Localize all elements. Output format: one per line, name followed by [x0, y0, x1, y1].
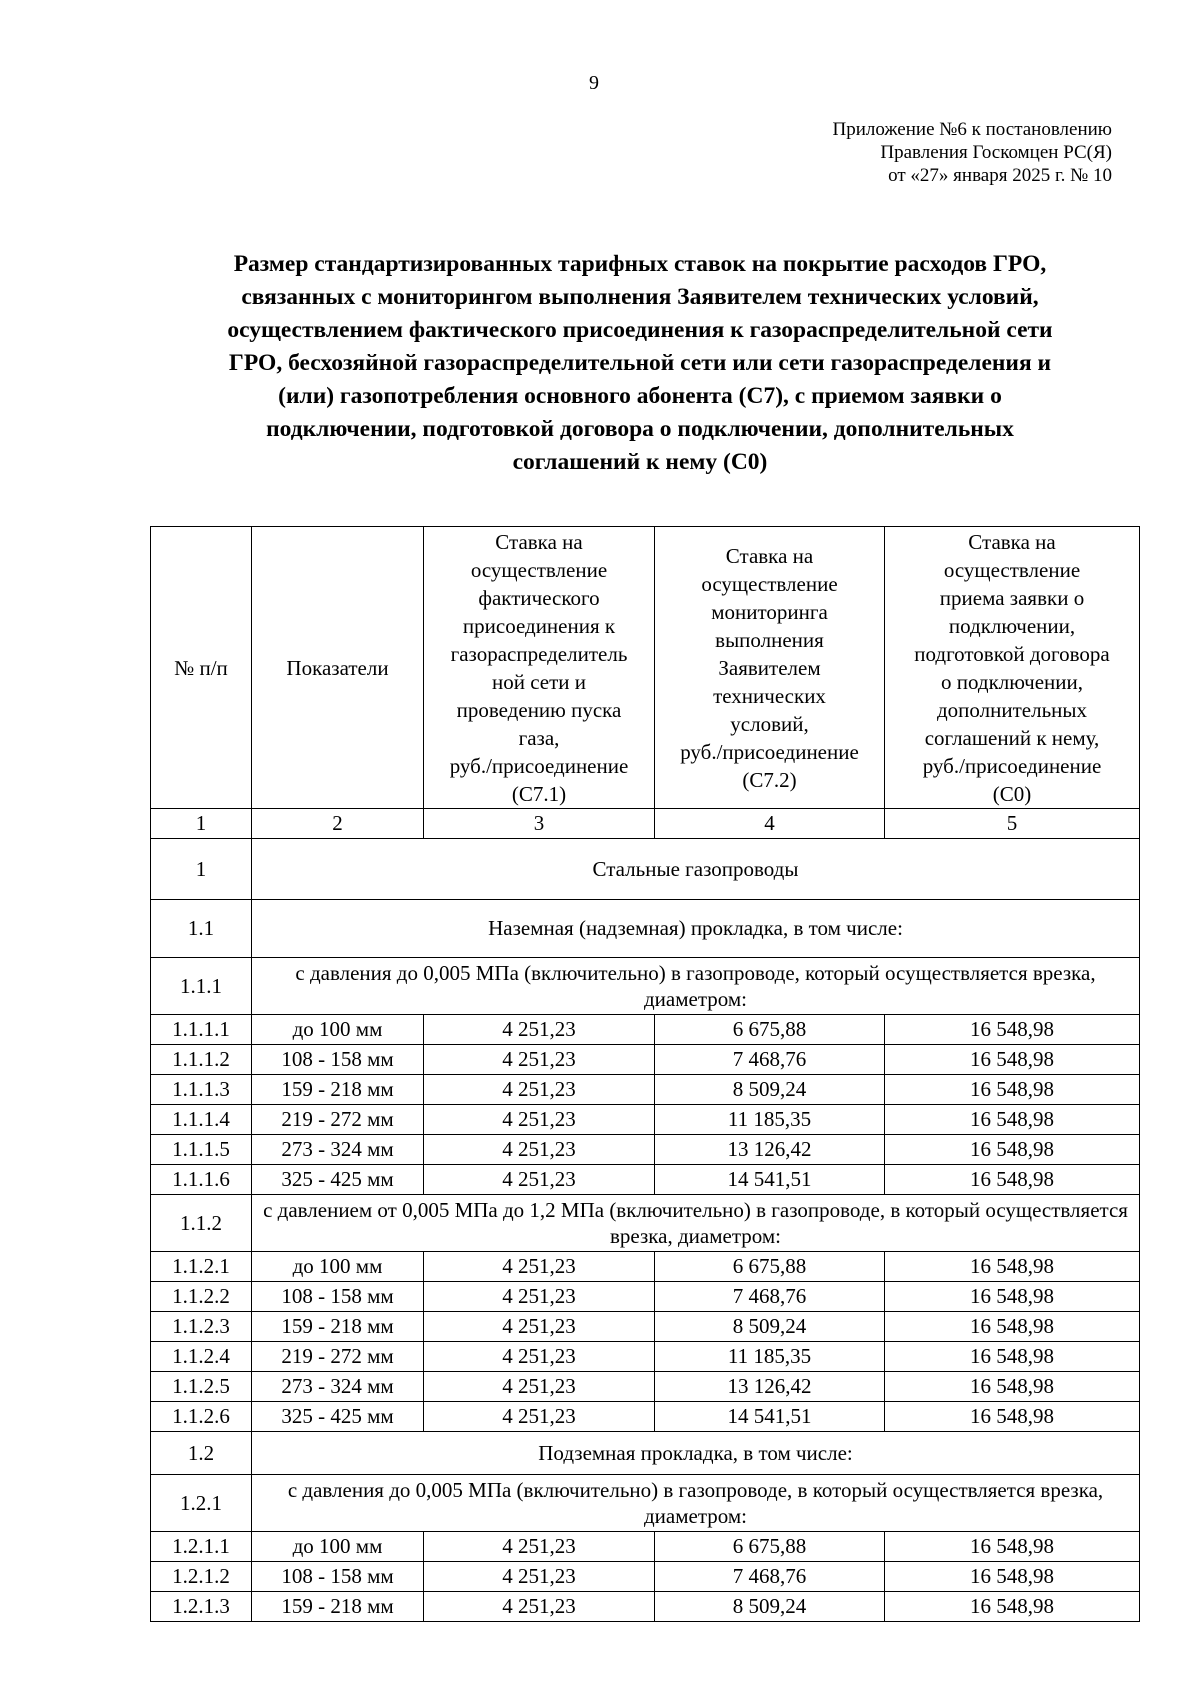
header-number: № п/п	[151, 527, 252, 809]
table-row	[151, 1282, 1140, 1312]
row-rate-c72: 13 126,42	[655, 1372, 885, 1402]
row-diameter: 108 - 158 мм	[252, 1282, 424, 1312]
row-rate-c0: 16 548,98	[885, 1015, 1140, 1045]
row-rate-c71: 4 251,23	[424, 1015, 655, 1045]
header-rate-c71: Ставка на осуществление фактического присоединения к газораспределитель ной сети и проведению пуска газа, руб./присоединение (С7.1)	[424, 527, 655, 809]
appendix-line: Приложение №6 к постановлению	[832, 119, 1112, 140]
rows-group-112	[151, 1252, 1140, 1432]
row-rate-c71: 4 251,23	[424, 1402, 655, 1432]
row-number: 1.1.2.3	[151, 1312, 252, 1342]
row-rate-c0: 16 548,98	[885, 1075, 1140, 1105]
rows-group-121	[151, 1532, 1140, 1622]
row-rate-c72: 13 126,42	[655, 1135, 885, 1165]
row-rate-c71: 4 251,23	[424, 1312, 655, 1342]
row-diameter: 108 - 158 мм	[252, 1562, 424, 1592]
section-number: 1.2.1	[151, 1475, 252, 1532]
row-rate-c72: 6 675,88	[655, 1015, 885, 1045]
row-rate-c71: 4 251,23	[424, 1372, 655, 1402]
row-rate-c72: 8 509,24	[655, 1075, 885, 1105]
row-rate-c0: 16 548,98	[885, 1342, 1140, 1372]
rows-group-111	[151, 1015, 1140, 1195]
column-number: 4	[655, 809, 885, 839]
row-rate-c0: 16 548,98	[885, 1402, 1140, 1432]
row-rate-c71: 4 251,23	[424, 1532, 655, 1562]
table-row	[151, 1592, 1140, 1622]
section-number: 1	[151, 839, 252, 900]
table-row	[151, 1532, 1140, 1562]
row-number: 1.1.2.6	[151, 1402, 252, 1432]
column-number: 2	[252, 809, 424, 839]
row-diameter: 108 - 158 мм	[252, 1045, 424, 1075]
row-diameter: 159 - 218 мм	[252, 1075, 424, 1105]
row-number: 1.1.1.3	[151, 1075, 252, 1105]
section-label: с давлением от 0,005 МПа до 1,2 МПа (включительно) в газопроводе, в который осуществляется врезка, диаметром:	[252, 1195, 1140, 1252]
table-row	[151, 1372, 1140, 1402]
document-title	[160, 248, 1120, 479]
row-diameter: 159 - 218 мм	[252, 1312, 424, 1342]
row-diameter: 273 - 324 мм	[252, 1372, 424, 1402]
row-rate-c71: 4 251,23	[424, 1342, 655, 1372]
row-rate-c72: 8 509,24	[655, 1592, 885, 1622]
row-rate-c0: 16 548,98	[885, 1532, 1140, 1562]
row-rate-c72: 7 468,76	[655, 1045, 885, 1075]
row-rate-c0: 16 548,98	[885, 1165, 1140, 1195]
title-line: Размер стандартизированных тарифных ставок на покрытие расходов ГРО,	[233, 251, 1047, 277]
table-row	[151, 1075, 1140, 1105]
column-number: 5	[885, 809, 1140, 839]
row-number: 1.1.2.2	[151, 1282, 252, 1312]
section-row	[151, 1195, 1140, 1252]
row-diameter: 219 - 272 мм	[252, 1105, 424, 1135]
section-row	[151, 900, 1140, 958]
row-rate-c0: 16 548,98	[885, 1252, 1140, 1282]
title-line: связанных с мониторингом выполнения Заявителем технических условий,	[241, 284, 1039, 310]
header-rate-c72: Ставка на осуществление мониторинга выполнения Заявителем технических условий, руб./присоединение (С7.2)	[655, 527, 885, 809]
row-number: 1.1.1.4	[151, 1105, 252, 1135]
row-diameter: 159 - 218 мм	[252, 1592, 424, 1622]
table-row	[151, 1562, 1140, 1592]
section-label: Стальные газопроводы	[252, 839, 1140, 900]
row-rate-c71: 4 251,23	[424, 1075, 655, 1105]
row-rate-c71: 4 251,23	[424, 1282, 655, 1312]
section-row	[151, 1475, 1140, 1532]
page-number: 9	[589, 72, 599, 94]
appendix-line: от «27» января 2025 г. № 10	[888, 165, 1112, 186]
table-row	[151, 1252, 1140, 1282]
row-rate-c0: 16 548,98	[885, 1312, 1140, 1342]
row-number: 1.1.1.6	[151, 1165, 252, 1195]
section-row	[151, 1432, 1140, 1475]
section-number: 1.2	[151, 1432, 252, 1475]
row-rate-c72: 14 541,51	[655, 1402, 885, 1432]
header-rate-c0: Ставка на осуществление приема заявки о подключении, подготовкой договора о подключении, дополнительных соглашений к нему, руб./присоединение (С0)	[885, 527, 1140, 809]
row-rate-c71: 4 251,23	[424, 1592, 655, 1622]
table-row	[151, 1105, 1140, 1135]
section-label: Подземная прокладка, в том числе:	[252, 1432, 1140, 1475]
row-rate-c0: 16 548,98	[885, 1105, 1140, 1135]
section-row	[151, 839, 1140, 900]
row-rate-c72: 7 468,76	[655, 1562, 885, 1592]
row-rate-c0: 16 548,98	[885, 1135, 1140, 1165]
row-rate-c71: 4 251,23	[424, 1045, 655, 1075]
row-number: 1.2.1.1	[151, 1532, 252, 1562]
section-label: Наземная (надземная) прокладка, в том числе:	[252, 900, 1140, 958]
row-rate-c0: 16 548,98	[885, 1372, 1140, 1402]
column-number: 3	[424, 809, 655, 839]
row-rate-c71: 4 251,23	[424, 1105, 655, 1135]
row-number: 1.1.1.2	[151, 1045, 252, 1075]
row-diameter: до 100 мм	[252, 1252, 424, 1282]
row-rate-c72: 11 185,35	[655, 1342, 885, 1372]
row-rate-c71: 4 251,23	[424, 1135, 655, 1165]
row-diameter: до 100 мм	[252, 1532, 424, 1562]
column-number: 1	[151, 809, 252, 839]
row-number: 1.1.1.5	[151, 1135, 252, 1165]
title-line: осуществлением фактического присоединения к газораспределительной сети	[227, 317, 1053, 343]
column-numbers-row	[151, 809, 1140, 839]
table-row	[151, 1165, 1140, 1195]
section-number: 1.1.1	[151, 958, 252, 1015]
row-diameter: 273 - 324 мм	[252, 1135, 424, 1165]
table-row	[151, 1135, 1140, 1165]
table-row	[151, 1015, 1140, 1045]
row-diameter: до 100 мм	[252, 1015, 424, 1045]
tariff-table	[150, 526, 1140, 1622]
row-rate-c0: 16 548,98	[885, 1282, 1140, 1312]
title-line: ГРО, бесхозяйной газораспределительной сети или сети газораспределения и	[228, 350, 1052, 376]
row-rate-c72: 8 509,24	[655, 1312, 885, 1342]
section-label: с давления до 0,005 МПа (включительно) в газопроводе, который осуществляется врезка, диаметром:	[252, 958, 1140, 1015]
row-rate-c72: 6 675,88	[655, 1532, 885, 1562]
row-rate-c71: 4 251,23	[424, 1165, 655, 1195]
row-rate-c72: 7 468,76	[655, 1282, 885, 1312]
section-row	[151, 958, 1140, 1015]
section-number: 1.1.2	[151, 1195, 252, 1252]
title-line: подключении, подготовкой договора о подключении, дополнительных	[266, 416, 1014, 442]
header-indicators: Показатели	[252, 527, 424, 809]
row-rate-c0: 16 548,98	[885, 1592, 1140, 1622]
row-number: 1.1.2.4	[151, 1342, 252, 1372]
row-number: 1.2.1.3	[151, 1592, 252, 1622]
row-number: 1.1.1.1	[151, 1015, 252, 1045]
row-rate-c72: 11 185,35	[655, 1105, 885, 1135]
header-row	[151, 527, 1140, 809]
title-line: (или) газопотребления основного абонента (С7), с приемом заявки о	[278, 383, 1002, 409]
row-rate-c72: 14 541,51	[655, 1165, 885, 1195]
row-number: 1.1.2.1	[151, 1252, 252, 1282]
row-diameter: 219 - 272 мм	[252, 1342, 424, 1372]
appendix-reference	[833, 118, 1112, 187]
title-line: соглашений к нему (С0)	[512, 449, 768, 475]
section-number: 1.1	[151, 900, 252, 958]
appendix-line: Правления Госкомцен РС(Я)	[880, 142, 1112, 163]
row-rate-c71: 4 251,23	[424, 1252, 655, 1282]
table-row	[151, 1402, 1140, 1432]
row-rate-c0: 16 548,98	[885, 1562, 1140, 1592]
row-number: 1.1.2.5	[151, 1372, 252, 1402]
section-label: с давления до 0,005 МПа (включительно) в газопроводе, в который осуществляется врезка, диаметром:	[252, 1475, 1140, 1532]
row-rate-c72: 6 675,88	[655, 1252, 885, 1282]
table-row	[151, 1342, 1140, 1372]
row-diameter: 325 - 425 мм	[252, 1165, 424, 1195]
table-row	[151, 1312, 1140, 1342]
table-row	[151, 1045, 1140, 1075]
row-rate-c71: 4 251,23	[424, 1562, 655, 1592]
row-diameter: 325 - 425 мм	[252, 1402, 424, 1432]
row-rate-c0: 16 548,98	[885, 1045, 1140, 1075]
row-number: 1.2.1.2	[151, 1562, 252, 1592]
